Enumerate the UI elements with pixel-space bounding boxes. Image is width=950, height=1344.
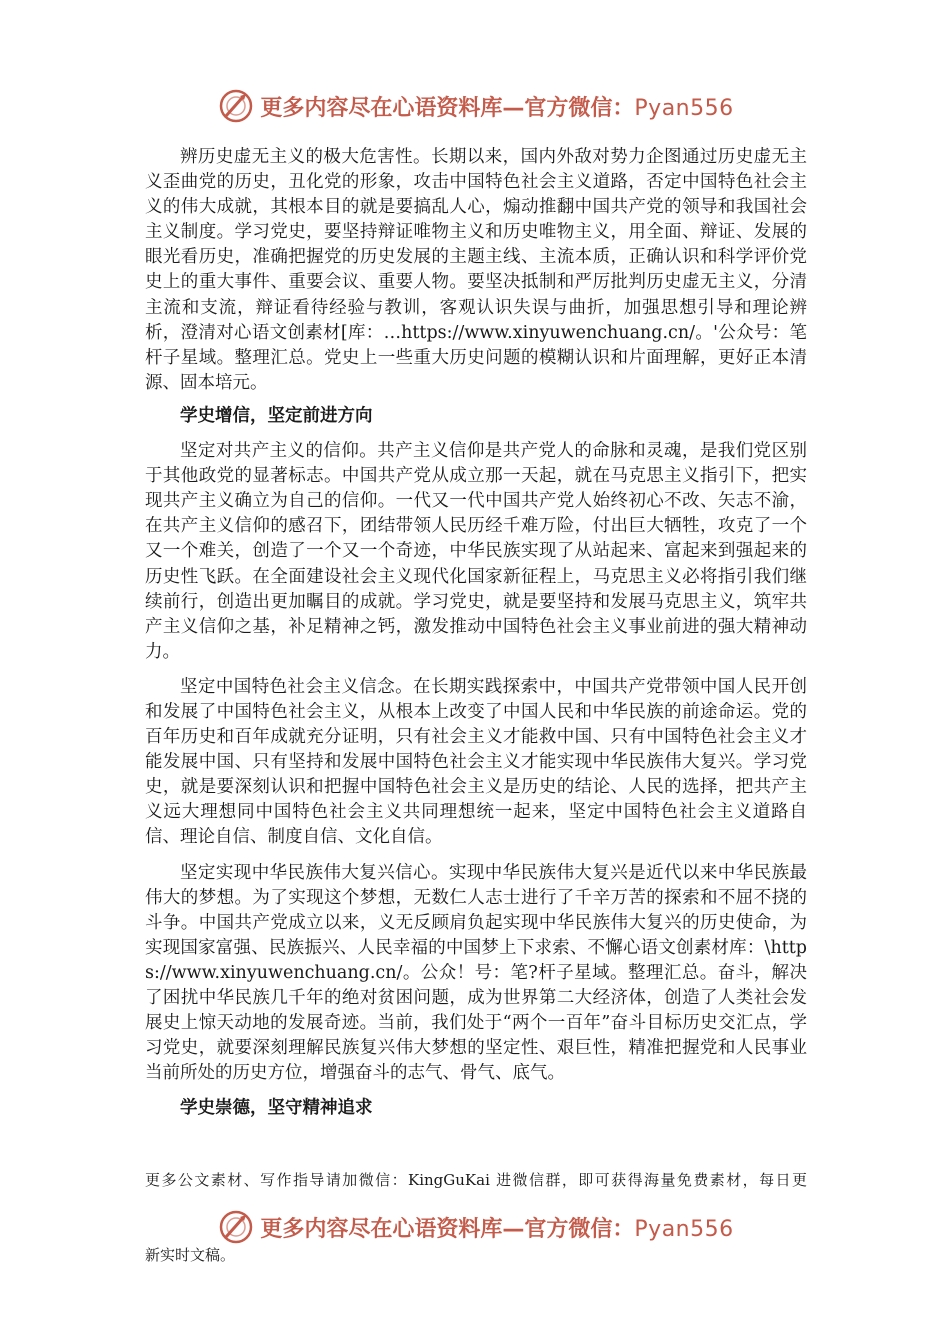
watermark-banner-top <box>0 86 950 126</box>
document-body <box>145 145 807 1131</box>
watermark-label: 更多内容尽在心语资料库—官方微信： <box>260 1216 635 1242</box>
watermark-label: 更多内容尽在心语资料库—官方微信： <box>260 95 635 121</box>
paragraph: 坚定中国特色社会主义信念。在长期实践探索中，中国共产党带领中国人民开创和发展了中国特色社会主义，从根本上改变了中国人民和中华民族的前途命运。党的百年历史和百年成就充分证明，只有社会主义才能救中国、只有中国特色社会主义才能发展中国、只有坚持和发展中国特色社会主义才能实现中华民族伟大复兴。学习党史，就是要深刻认识和把握中国特色社会主义是历史的结论、人民的选择，把共产主义远大理想同中国特色社会主义共同理想统一起来，坚定中国特色社会主义道路自信、理论自信、制度自信、文化自信。 <box>145 676 807 848</box>
section-heading: 学史崇德，坚守精神追求 <box>180 1098 373 1119</box>
paragraph: 辨历史虚无主义的极大危害性。长期以来，国内外敌对势力企图通过历史虚无主义歪曲党的历史，丑化党的形象，攻击中国特色社会主义道路，否定中国特色社会主义的伟大成就，其根本目的就是要搞乱人心，煽动推翻中国共产党的领导和我国社会主义制度。学习党史，要坚持辩证唯物主义和历史唯物主义，用全面、辩证、发展的眼光看历史，准确把握党的历史发展的主题主线、主流本质，正确认识和科学评价党史上的重大事件、重要会议、重要人物。要坚决抵制和严厉批判历史虚无主义，分清主流和支流，辩证看待经验与教训，客观认识失误与曲折，加强思想引导和理论辨析，澄清对心语文创素材[库：…https://www.xinyuwenchuang.cn/。'公众号：笔杆子星域。整理汇总。党史上一些重大历史问题的模糊认识和片面理解，更好正本清源、固本培元。 <box>145 147 807 393</box>
watermark-text <box>260 1212 733 1243</box>
watermark-banner-bottom <box>0 1207 950 1247</box>
section-heading: 学史增信，坚定前进方向 <box>180 405 373 426</box>
logo-icon <box>216 86 256 126</box>
watermark-id: Pyan556 <box>634 1216 734 1242</box>
paragraph: 坚定对共产主义的信仰。共产主义信仰是共产党人的命脉和灵魂，是我们党区别于其他政党的显著标志。中国共产党从成立那一天起，就在马克思主义指引下，把实现共产主义确立为自己的信仰。一代又一代中国共产党人始终初心不改、矢志不渝，在共产主义信仰的感召下，团结带领人民历经千难万险，付出巨大牺牲，攻克了一个又一个难关，创造了一个又一个奇迹，中华民族实现了从站起来、富起来到强起来的历史性飞跃。在全面建设社会主义现代化国家新征程上，马克思主义必将指引我们继续前行，创造出更加瞩目的成就。学习党史，就是要坚持和发展马克思主义，筑牢共产主义信仰之基，补足精神之钙，激发推动中国特色社会主义事业前进的强大精神动力。 <box>145 441 807 662</box>
paragraph: 坚定实现中华民族伟大复兴信心。实现中华民族伟大复兴是近代以来中华民族最伟大的梦想。为了实现这个梦想，无数仁人志士进行了千辛万苦的探索和不屈不挠的斗争。中国共产党成立以来，义无反顾肩负起实现中华民族伟大复兴的历史使命，为实现国家富强、民族振兴、人民幸福的中国梦上下求索、不懈心语文创素材库：\https://www.xinyuwenchuang.cn/。公众！号：笔?杆子星域。整理汇总。奋斗，解决了困扰中华民族几千年的绝对贫困问题，成为世界第二大经济体，创造了人类社会发展史上惊天动地的发展奇迹。当前，我们处于“两个一百年”奋斗目标历史交汇点，学习党史，就要深刻理解民族复兴伟大梦想的坚定性、艰巨性，精准把握党和人民事业当前所处的历史方位，增强奋斗的志气、骨气、底气。 <box>145 862 807 1084</box>
footer-note: 更多公文素材、写作指导请加微信：KingGuKai 进微信群，即可获得海量免费素材，每日更 <box>145 1171 807 1189</box>
logo-icon <box>216 1207 256 1247</box>
watermark-text <box>260 91 733 122</box>
watermark-id: Pyan556 <box>634 95 734 121</box>
footer-note-continued: 新实时文稿。 <box>145 1246 236 1264</box>
